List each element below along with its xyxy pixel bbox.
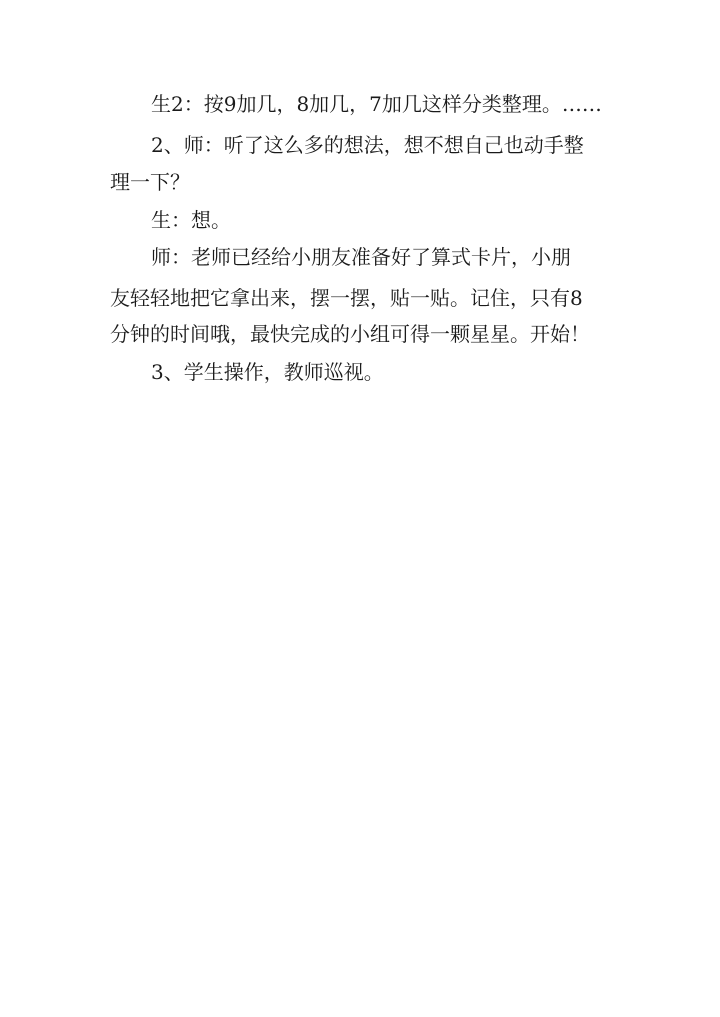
paragraph-line-6: 友轻轻地把它拿出来，摆一摆，贴一贴。记住，只有8 bbox=[110, 286, 583, 310]
paragraph-line-8: 3、学生操作，教师巡视。 bbox=[151, 360, 384, 384]
paragraph-line-2: 2、师：听了这么多的想法，想不想自己也动手整 bbox=[151, 133, 584, 157]
paragraph-line-4: 生：想。 bbox=[151, 208, 231, 232]
paragraph-line-5: 师：老师已经给小朋友准备好了算式卡片，小朋 bbox=[151, 245, 571, 269]
paragraph-line-7: 分钟的时间哦，最快完成的小组可得一颗星星。开始！ bbox=[110, 322, 590, 346]
paragraph-line-3: 理一下？ bbox=[110, 170, 190, 194]
paragraph-line-1: 生2：按9加几，8加几，7加几这样分类整理。…… bbox=[151, 92, 602, 116]
